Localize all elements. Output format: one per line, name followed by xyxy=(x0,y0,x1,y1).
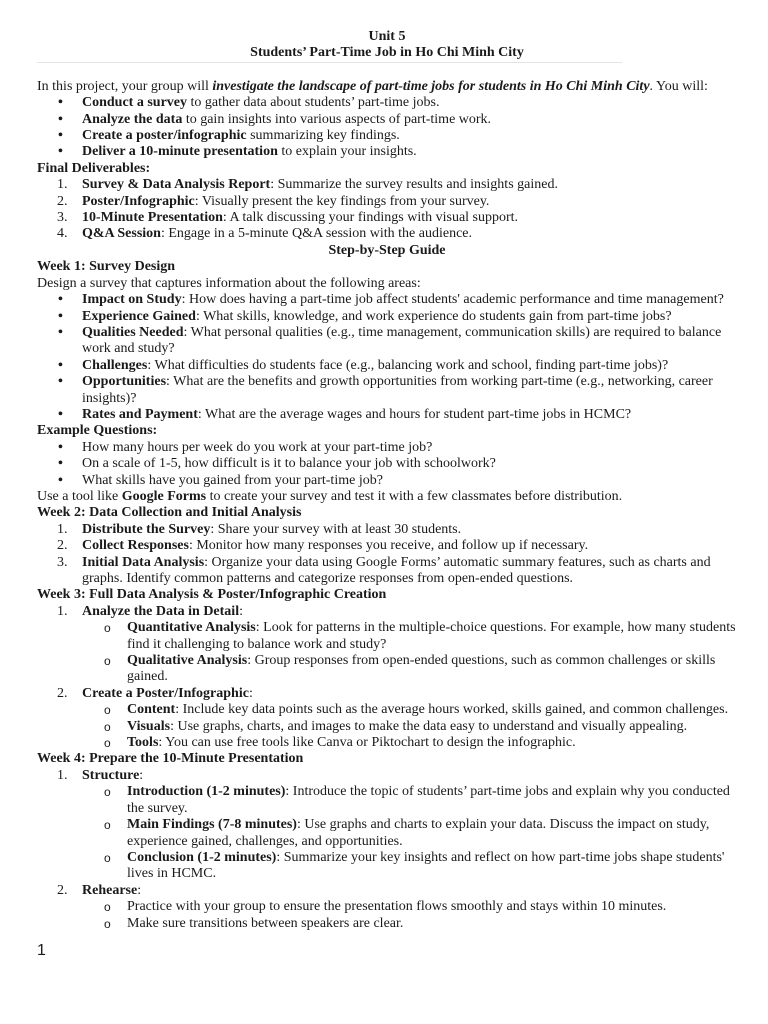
document-body xyxy=(37,29,737,932)
sub-list xyxy=(82,620,737,686)
list-item: • Opportunities: What are the benefits and growth opportunities from working part-time (e.g., networking, career insights)? xyxy=(37,374,737,407)
list-item: • Challenges: What difficulties do students face (e.g., balancing work and school, finding part-time jobs)? xyxy=(37,358,737,374)
survey-areas-list xyxy=(37,292,737,423)
list-item: Rehearse: o Practice with your group to ensure the presentation flows smoothly and stays within 10 minutes. o Make sure transitions between speakers are clear. xyxy=(37,883,737,932)
week3-steps xyxy=(37,604,737,752)
unit-label: Unit 5 xyxy=(368,29,406,44)
list-item: o Visuals: Use graphs, charts, and images to make the data easy to understand and visually appealing. xyxy=(37,719,737,735)
week1-heading: Week 1: Survey Design xyxy=(37,259,176,275)
example-questions-heading: Example Questions: xyxy=(37,423,158,439)
week2-steps xyxy=(37,522,737,588)
week1-lead: Design a survey that captures information about the following areas: xyxy=(37,275,421,291)
list-item: • Impact on Study: How does having a part-time job affect students' academic performance and time management? xyxy=(37,292,737,308)
list-item: • Experience Gained: What skills, knowledge, and work experience do students gain from part-time jobs? xyxy=(37,309,737,325)
list-item: 10-Minute Presentation: A talk discussing your findings with visual support. xyxy=(82,210,519,226)
list-item: Create a Poster/Infographic: o Content: Include key data points such as the average hours worked, skills gained, and common challenges. o Visuals: Use graphs, charts, and images to make the data easy to understand and visually appealing. o Tools: You can use free tools like Canva or Piktochart to design the infographic. xyxy=(37,686,737,752)
week4-heading: Week 4: Prepare the 10-Minute Presentation xyxy=(37,751,304,767)
intro-pre: In this project, your group will xyxy=(37,78,213,94)
list-item: Distribute the Survey: Share your survey with at least 30 students. xyxy=(82,521,462,537)
list-item: Structure: o Introduction (1-2 minutes): Introduce the topic of students’ part-time jobs and explain why you conducted the survey. o Main Findings (7-8 minutes): Use graphs and charts to explain your data. Discuss the impact on study, experience gained, challenges, and opportunities. o Conclusion (1-2 minutes): Summarize your key insights and reflect on how part-time jobs shape students' lives in HCMC. xyxy=(37,768,737,883)
list-item: Poster/Infographic: Visually present the key findings from your survey. xyxy=(82,193,490,209)
intro-emphasis: investigate the landscape of part-time jobs for students in Ho Chi Minh City xyxy=(212,78,650,94)
list-item: • Create a poster/infographic summarizing key findings. xyxy=(37,128,737,144)
task-list xyxy=(37,95,737,161)
intro-post: . You will: xyxy=(649,78,708,94)
page-number: 1 xyxy=(37,942,46,959)
week3-heading: Week 3: Full Data Analysis & Poster/Infographic Creation xyxy=(37,587,387,603)
sub-list xyxy=(82,702,737,751)
intro-paragraph xyxy=(37,79,737,95)
list-item: o Main Findings (7-8 minutes): Use graphs and charts to explain your data. Discuss the impact on study, experience gained, challenges, and opportunities. xyxy=(37,817,737,850)
document-title: Students’ Part-Time Job in Ho Chi Minh City xyxy=(250,45,524,61)
list-item: • Analyze the data to gain insights into various aspects of part-time work. xyxy=(37,112,737,128)
list-item: Collect Responses: Monitor how many responses you receive, and follow up if necessary. xyxy=(82,538,589,554)
list-item: o Make sure transitions between speakers are clear. xyxy=(37,916,737,932)
week4-steps xyxy=(37,768,737,932)
tool-paragraph: Use a tool like Google Forms to create your survey and test it with a few classmates before distribution. xyxy=(37,488,623,504)
list-item: o Qualitative Analysis: Group responses from open-ended questions, such as common challenges or skills gained. xyxy=(37,653,737,686)
list-item: • What skills have you gained from your part-time job? xyxy=(37,473,737,489)
list-item: Q&A Session: Engage in a 5-minute Q&A session with the audience. xyxy=(82,226,473,242)
list-item: • Qualities Needed: What personal qualities (e.g., time management, communication skills) are required to balance work and study? xyxy=(37,325,737,358)
list-item: o Practice with your group to ensure the presentation flows smoothly and stays within 10 minutes. xyxy=(37,899,737,915)
list-item: • On a scale of 1-5, how difficult is it to balance your job with schoolwork? xyxy=(37,456,737,472)
example-questions-list xyxy=(37,440,737,489)
sub-list xyxy=(82,899,737,932)
list-item: o Content: Include key data points such as the average hours worked, skills gained, and common challenges. xyxy=(37,702,737,718)
list-item: • Conduct a survey to gather data about students’ part-time jobs. xyxy=(37,95,737,111)
list-item: • How many hours per week do you work at your part-time job? xyxy=(37,440,737,456)
deliverables-list xyxy=(37,177,737,243)
list-item: • Deliver a 10-minute presentation to explain your insights. xyxy=(37,144,737,160)
list-item: Initial Data Analysis: Organize your data using Google Forms’ automatic summary features, such as charts and graphs. Identify common patterns and categorize responses from open-ended questions. xyxy=(82,554,711,586)
week2-heading: Week 2: Data Collection and Initial Analysis xyxy=(37,505,302,521)
list-item: • Rates and Payment: What are the average wages and hours for student part-time jobs in HCMC? xyxy=(37,407,737,423)
list-item: o Introduction (1-2 minutes): Introduce the topic of students’ part-time jobs and explain why you conducted the survey. xyxy=(37,784,737,817)
guide-heading: Step-by-Step Guide xyxy=(328,242,446,258)
sub-list xyxy=(82,784,737,882)
list-item: o Quantitative Analysis: Look for patterns in the multiple-choice questions. For example, how many students find it challenging to balance work and study? xyxy=(37,620,737,653)
list-item: o Conclusion (1-2 minutes): Summarize your key insights and reflect on how part-time jobs shape students' lives in HCMC. xyxy=(37,850,737,883)
list-item: o Tools: You can use free tools like Canva or Piktochart to design the infographic. xyxy=(37,735,737,751)
list-item: Analyze the Data in Detail: o Quantitative Analysis: Look for patterns in the multiple-choice questions. For example, how many students find it challenging to balance work and study? o Qualitative Analysis: Group responses from open-ended questions, such as common challenges or skills gained. xyxy=(37,604,737,686)
final-deliverables-heading: Final Deliverables: xyxy=(37,160,151,176)
list-item: Survey & Data Analysis Report: Summarize the survey results and insights gained. xyxy=(82,177,558,193)
